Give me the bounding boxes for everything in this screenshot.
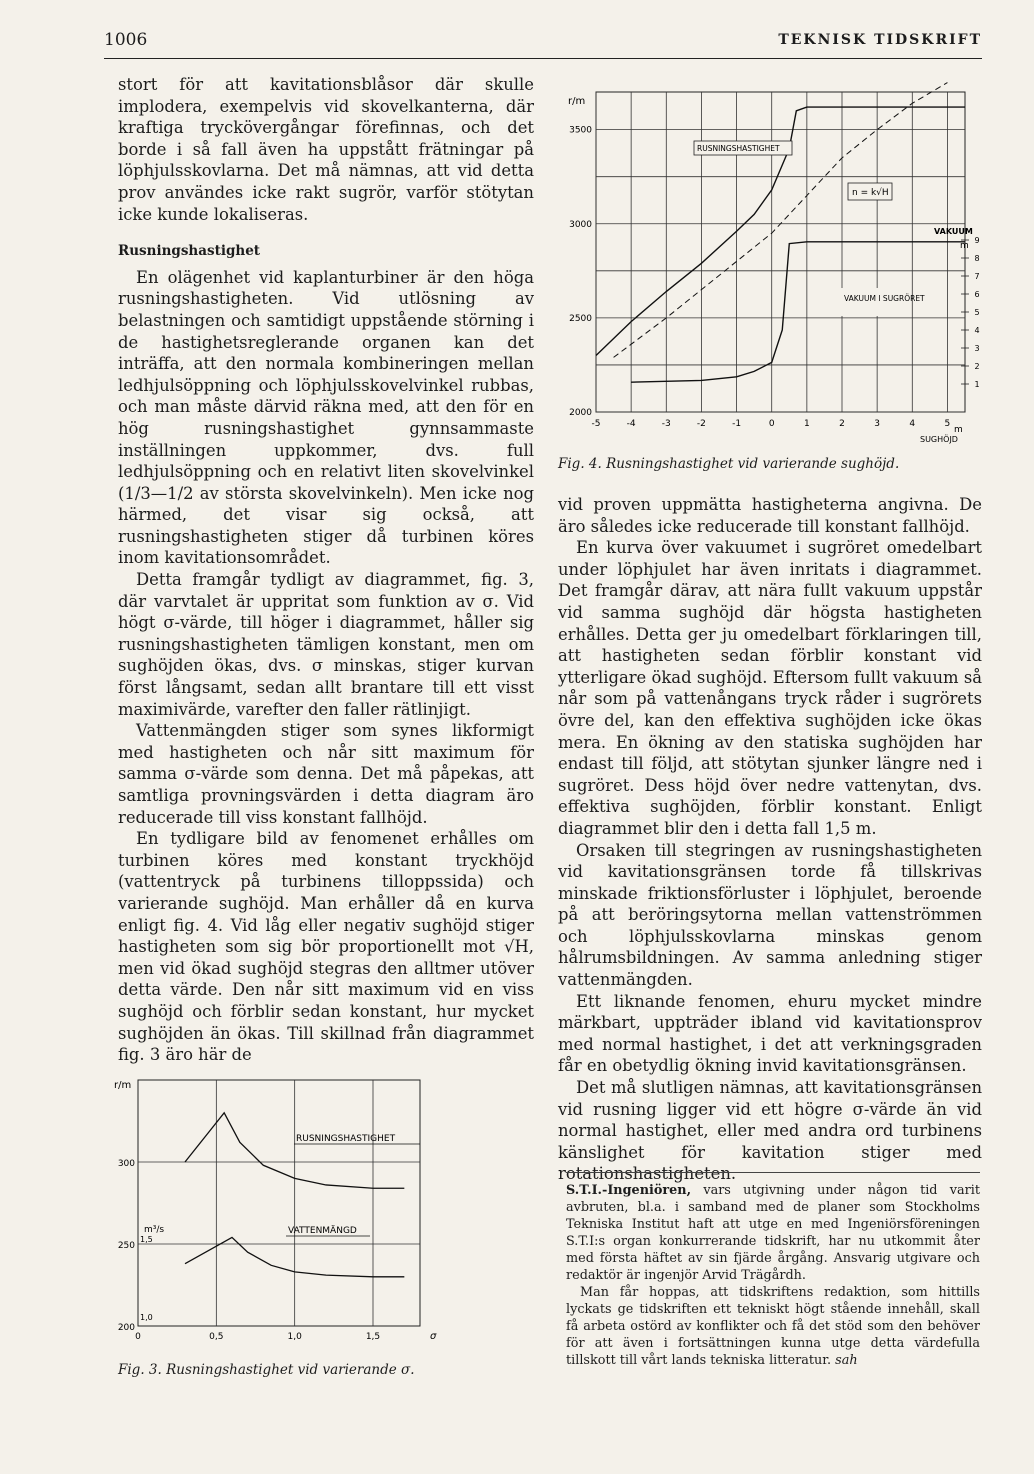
fig3-xlabel: σ [430, 1331, 437, 1342]
left-paragraph-3: Detta framgår tydligt av diagrammet, fig. 3, där varvtalet är uppritat som funktion av σ. Vid högt σ-värde, till höger i diagrammet, håller sig rusningshastigheten tämligen konstant, men om sughöjden ökas, dvs. σ minskas, stiger kurvan först långsamt, sedan allt brantare till ett visst maximivärde, varefter den faller rätlinjigt. [118, 570, 534, 719]
left-paragraph-5: En tydligare bild av fenomenet erhålles om turbinen köres med konstant tryckhöjd (vattentryck på turbinens tilloppssida) och varierande sughöjd. Man erhåller då en kurva enligt fig. 4. Vid låg eller negativ sughöjd stiger hastigheten som sig bör proportionellt mot √H, men vid ökad sughöjd stegras den alltmer utöver detta värde. Den når sitt maximum vid en viss sughöjd och förblir sedan konstant, hur mycket sughöjden än ökas. Till skillnad från diagrammet fig. 3 äro här de [118, 829, 534, 1065]
notice-rule [566, 1172, 980, 1173]
fig3-grid [138, 1080, 420, 1326]
fig3-frame [138, 1080, 420, 1326]
left-paragraph-2: En olägenhet vid kaplanturbiner är den höga rusningshastigheten. Vid utlösning av belastningen och samtidigt uppstående störning i de hastighetsreglerande organen kan det inträffa, att den normala kombineringen mellan ledhjulsöppning och löphjulsskovelvinkel rubbas, och man måste därvid räkna med, att den för en hög rusningshastighet gynnsammaste inställningen uppkommer, dvs. full ledhjulsöppning och en relativt liten skovelvinkel (1/3—1/2 av största skovelvinkeln). Men icke nog härmed, det visar sig också, att rusningshastigheten stiger då turbinen köres inom kavitationsområdet. [118, 267, 534, 568]
fig4-lines [596, 83, 965, 383]
fig3-ytick: 250 [117, 1241, 135, 1251]
fig3-series-label-rusning: RUSNINGSHASTIGHET [296, 1134, 396, 1144]
fig4-ytick: 2500 [569, 313, 592, 324]
fig4-xtick: -1 [732, 419, 742, 429]
fig4-y2tick: 5 [974, 308, 980, 317]
fig4-ytick: 3500 [569, 125, 592, 136]
right-paragraph-4: Ett liknande fenomen, ehuru mycket mindre märkbart, uppträder ibland vid kavitationsprov med normal hastighet, i det att verkningsgraden får en obetydlig ökning invid kavitationsgränsen. [558, 991, 982, 1076]
fig4-xtick: 5 [944, 419, 951, 429]
section-heading: Rusningshastighet [118, 243, 261, 260]
fig3-xtick: 0 [135, 1332, 141, 1342]
notice-box [566, 1182, 980, 1369]
fig4-y2unit: m [960, 241, 969, 251]
fig3-chart [108, 1070, 448, 1350]
fig4-xtick: 2 [839, 419, 845, 429]
fig4-y2tick: 9 [974, 236, 980, 245]
fig4-series-label-vakuum: VAKUUM I SUGRÖRET [844, 294, 925, 303]
fig4-ytick: 2000 [569, 408, 592, 418]
fig4-caption: Fig. 4. Rusningshastighet vid varierande sughöjd. [558, 456, 900, 472]
notice-paragraph-1: vars utgivning under någon tid varit avbruten, bl.a. i samband med de planer som Stockholms Tekniska Institut haft att utge en med Ingeniörsföreningen S.T.I:s organ konkurrerande tidskrift, har nu utkommit åter med första häftet av sin fjärde årgång. Ansvarig utgivare och redaktör är ingenjör Arvid Trägårdh. [566, 1183, 980, 1283]
left-column [118, 74, 534, 1066]
fig4-chart [550, 80, 990, 450]
fig3-xtick: 1,5 [365, 1332, 381, 1342]
left-paragraph-4: Vattenmängden stiger som synes likformigt med hastigheten och når sitt maximum för samma σ-värde som denna. Det må påpekas, att samtliga provningsvärden i detta diagram äro reducerade till viss konstant fallhöjd. [118, 721, 534, 827]
fig4-ticks [569, 126, 979, 429]
fig4-grid [596, 92, 965, 412]
fig4-xtick: 3 [874, 419, 881, 429]
fig3-xtick: 1,0 [287, 1332, 302, 1342]
fig3-xtick: 0,5 [209, 1332, 224, 1342]
fig4-xunit: m [954, 425, 963, 435]
fig4-y2tick: 7 [974, 272, 980, 281]
fig3-ylabel: r/m [114, 1080, 132, 1091]
fig4-ytick: 3000 [569, 219, 592, 230]
fig4-ylabel: r/m [568, 96, 586, 107]
fig4-y2label: VAKUUM [934, 227, 973, 236]
journal-title: TEKNISK TIDSKRIFT [778, 32, 982, 48]
fig3-ytick: 200 [117, 1323, 135, 1333]
fig3-y2tick: 1,0 [140, 1313, 153, 1322]
fig4-y2tick: 6 [974, 290, 980, 299]
fig4-xtick: -5 [591, 419, 601, 429]
fig4-line-vakuum [631, 242, 965, 382]
fig4-xlabel: SUGHÖJD [920, 435, 958, 444]
fig4-y2tick: 1 [974, 380, 980, 389]
fig4-xtick: 0 [768, 419, 775, 429]
notice-signature: sah [835, 1353, 858, 1368]
fig4-series-label-rusning: RUSNINGSHASTIGHET [697, 144, 780, 153]
page-number: 1006 [104, 30, 148, 50]
fig4-y2tick: 4 [974, 326, 980, 335]
fig4-xtick: -4 [626, 419, 636, 429]
fig3-ytick: 300 [117, 1159, 135, 1169]
fig3-caption: Fig. 3. Rusningshastighet vid varierande σ. [118, 1362, 415, 1378]
fig3-series-label-vatten: VATTENMÄNGD [288, 1226, 357, 1236]
fig4-frame [596, 92, 965, 412]
fig4-xtick: 4 [909, 419, 916, 429]
fig4-y2tick: 3 [974, 344, 980, 353]
right-paragraph-3: Orsaken till stegringen av rusningshastigheten vid kavitationsgränsen torde få tillskrivas minskade friktionsförluster i löphjulet, beroende på att beröringsytorna mellan vattenströmmen och löphjulsskovlarna minskas genom hålrumsbildningen. Av samma anledning stiger vattenmängden. [558, 840, 982, 990]
fig3-y2tick: 1,5 [140, 1235, 153, 1244]
notice-lead: S.T.I.-Ingeniören, [566, 1183, 692, 1198]
fig4-xtick: -3 [661, 419, 671, 429]
notice-paragraph-2: Man får hoppas, att tidskriftens redaktion, som hittills lyckats ge tidskriften ett tekniskt högt stående innehåll, skall få arbeta ostörd av konflikter och få det stöd som den behöver för att även i fortsättningen kunna utge detta värdefulla tillskott till vårt lands tekniska litteratur. [566, 1285, 980, 1368]
fig4-xtick: -2 [696, 419, 706, 429]
fig4-y2tick: 2 [974, 362, 980, 371]
header-rule [104, 58, 982, 59]
left-paragraph-1: stort för att kavitationsblåsor där skulle implodera, exempelvis vid skovelkanterna, där kraftiga tryckövergångar förefinnas, och det borde i så fall även ha uppstått frätningar på löphjulsskovlarna. Det må nämnas, att vid detta prov användes icke rakt sugrör, varför stötytan icke kunde lokaliseras. [118, 75, 534, 224]
fig4-line-sqrt [614, 83, 948, 358]
fig3-y2label: m³/s [144, 1225, 165, 1235]
right-paragraph-5: Det må slutligen nämnas, att kavitationsgränsen vid rusning ligger vid ett högre σ-värde än vid normal hastighet, eller med andra ord turbinens känslighet för kavitation stiger med rotationshastigheten. [558, 1078, 982, 1184]
right-column [558, 494, 982, 1185]
fig4-y2tick: 8 [974, 254, 980, 263]
right-paragraph-2: En kurva över vakuumet i sugröret omedelbart under löphjulet har även inritats i diagrammet. Det framgår därav, att nära fullt vakuum uppstår vid samma sughöjd där högsta hastigheten erhålles. Detta ger ju omedelbart förklaringen till, att hastigheten sedan förblir konstant vid ytterligare ökad sughöjd. Eftersom fullt vakuum så når som på vattenångans tryck råder i sugrörets övre del, kan den effektiva sughöjden icke ökas mera. En ökning av den statiska sughöjden har endast till följd, att stötytan sjunker längre ned i sugröret. Dess höjd över nedre vattenytan, dvs. effektiva sughöjden, förblir konstant. Enligt diagrammet blir den i detta fall 1,5 m. [558, 538, 982, 838]
fig4-series-label-sqrt: n = k√H [852, 188, 889, 198]
right-paragraph-1: vid proven uppmätta hastigheterna angivna. De äro således icke reducerade till konstant fallhöjd. [558, 495, 982, 536]
fig4-xtick: 1 [803, 419, 810, 429]
